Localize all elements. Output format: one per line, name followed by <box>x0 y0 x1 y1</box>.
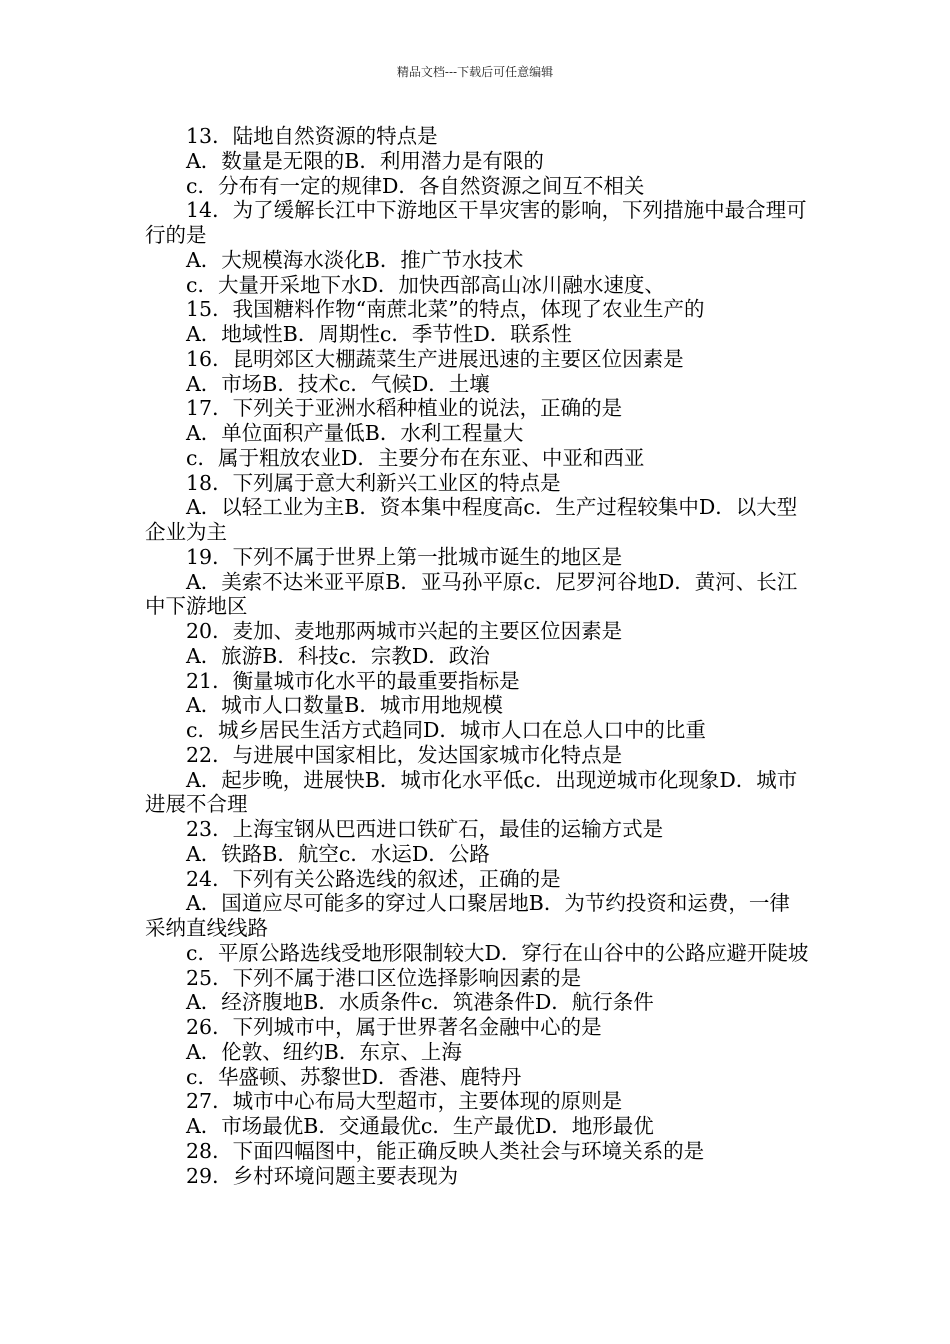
question-26: 26．下列城市中，属于世界著名金融中心的是 <box>186 1015 602 1039</box>
page-header: 精品文档---下载后可任意编辑 <box>396 65 554 79</box>
question-24-options-ab: A．国道应尽可能多的穿过人口聚居地B．为节约投资和运费，一律采纳直线线路 <box>145 891 790 940</box>
question-22: 22．与进展中国家相比，发达国家城市化特点是 <box>186 742 623 767</box>
question-16: 16．昆明郊区大棚蔬菜生产进展迅速的主要区位因素是 <box>186 346 684 371</box>
question-17: 17．下列关于亚洲水稻种植业的说法，正确的是 <box>186 396 623 421</box>
question-13-options-cd: c．分布有一定的规律D．各自然资源之间互不相关 <box>186 173 645 198</box>
question-23-options: A．铁路B．航空c．水运D．公路 <box>186 841 490 866</box>
question-28: 28．下面四幅图中，能正确反映人类社会与环境关系的是 <box>186 1138 705 1163</box>
question-14-options-ab: A．大规模海水淡化B．推广节水技术 <box>186 247 524 272</box>
question-17-options-ab: A．单位面积产量低B．水利工程量大 <box>186 421 524 445</box>
question-25-options: A．经济腹地B．水质条件c．筑港条件D．航行条件 <box>186 990 654 1015</box>
question-18-options: A．以轻工业为主B．资本集中程度高c．生产过程较集中D．以大型企业为主 <box>145 495 798 544</box>
question-26-options-ab: A．伦敦、纽约B．东京、上海 <box>186 1039 462 1064</box>
question-21-options-ab: A．城市人口数量B．城市用地规模 <box>186 693 503 718</box>
question-23: 23．上海宝钢从巴西进口铁矿石，最佳的运输方式是 <box>186 817 664 841</box>
question-26-options-cd: c．华盛顿、苏黎世D．香港、鹿特丹 <box>186 1064 522 1089</box>
question-20: 20．麦加、麦地那两城市兴起的主要区位因素是 <box>186 619 623 643</box>
question-14: 14．为了缓解长江中下游地区干旱灾害的影响，下列措施中最合理可行的是 <box>145 198 807 247</box>
question-17-options-cd: c．属于粗放农业D．主要分布在东亚、中亚和西亚 <box>186 445 645 470</box>
question-27-options: A．市场最优B．交通最优c．生产最优D．地形最优 <box>186 1114 654 1138</box>
question-19: 19．下列不属于世界上第一批城市诞生的地区是 <box>186 544 623 569</box>
question-19-options: A．美索不达米亚平原B．亚马孙平原c．尼罗河谷地D．黄河、长江中下游地区 <box>145 569 798 619</box>
question-15: 15．我国糖料作物“南蔗北菜”的特点，体现了农业生产的 <box>186 297 705 322</box>
question-22-options: A．起步晚，进展快B．城市化水平低c．出现逆城市化现象D．城市进展不合理 <box>145 767 798 817</box>
document-body <box>145 124 810 1188</box>
question-27: 27．城市中心布局大型超市，主要体现的原则是 <box>186 1089 623 1114</box>
question-20-options: A．旅游B．科技c．宗教D．政治 <box>186 643 490 668</box>
question-24: 24．下列有关公路选线的叙述，正确的是 <box>186 866 561 891</box>
question-15-options: A．地域性B．周期性c．季节性D．联系性 <box>186 322 572 346</box>
question-14-options-cd: c．大量开采地下水D．加快西部高山冰川融水速度、 <box>186 272 665 297</box>
question-18: 18．下列属于意大利新兴工业区的特点是 <box>186 470 561 495</box>
question-21-options-cd: c．城乡居民生活方式趋同D．城市人口在总人口中的比重 <box>186 718 706 742</box>
question-24-options-cd: c．平原公路选线受地形限制较大D．穿行在山谷中的公路应避开陡坡 <box>186 940 809 965</box>
question-16-options: A．市场B．技术c．气候D．土壤 <box>186 371 490 396</box>
question-29: 29．乡村环境问题主要表现为 <box>186 1163 459 1188</box>
question-13-options-ab: A．数量是无限的B．利用潜力是有限的 <box>186 148 544 173</box>
question-25: 25．下列不属于港口区位选择影响因素的是 <box>186 965 582 990</box>
question-21: 21．衡量城市化水平的最重要指标是 <box>186 668 520 693</box>
question-13: 13．陆地自然资源的特点是 <box>186 124 438 148</box>
